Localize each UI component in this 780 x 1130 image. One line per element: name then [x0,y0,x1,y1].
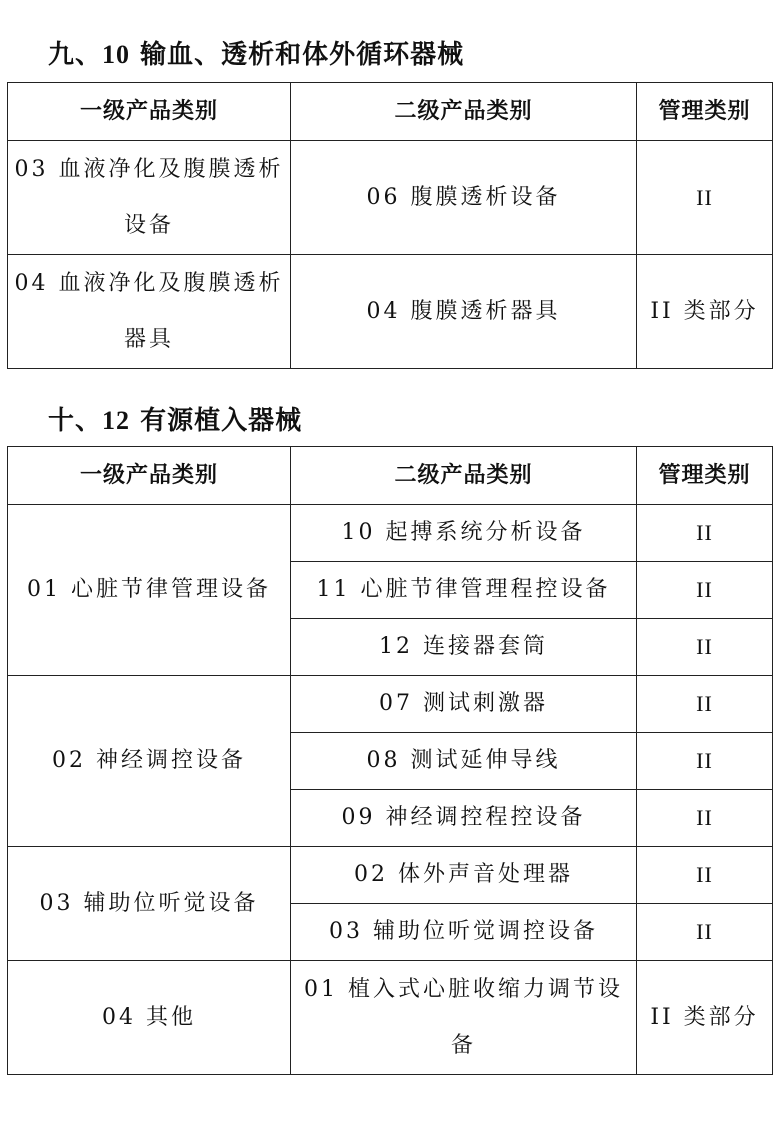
mgmt-cell: II [637,733,773,790]
mgmt-cell: II 类部分 [637,255,773,369]
table-row [8,676,773,733]
level2-cell: 11 心脏节律管理程控设备 [291,562,637,619]
table-row [8,141,773,255]
level2-cell: 09 神经调控程控设备 [291,790,637,847]
level1-cell: 02 神经调控设备 [8,676,291,847]
mgmt-cell: II [637,904,773,961]
header-mgmt: 管理类别 [637,83,773,141]
level1-cell: 03 辅助位听觉设备 [8,847,291,961]
header-level1: 一级产品类别 [8,447,291,505]
level2-cell: 10 起搏系统分析设备 [291,505,637,562]
mgmt-cell: II [637,847,773,904]
mgmt-cell: II [637,619,773,676]
level2-cell: 02 体外声音处理器 [291,847,637,904]
mgmt-cell: II 类部分 [637,961,773,1075]
level2-cell: 03 辅助位听觉调控设备 [291,904,637,961]
level2-cell: 07 测试刺激器 [291,676,637,733]
level1-cell: 01 心脏节律管理设备 [8,505,291,676]
level2-cell: 12 连接器套筒 [291,619,637,676]
table-row [8,961,773,1075]
mgmt-cell: II [637,790,773,847]
level2-cell: 06 腹膜透析设备 [291,141,637,255]
header-level2: 二级产品类别 [291,447,637,505]
mgmt-cell: II [637,562,773,619]
level1-cell: 03 血液净化及腹膜透析设备 [8,141,291,255]
level2-cell: 08 测试延伸导线 [291,733,637,790]
header-level1: 一级产品类别 [8,83,291,141]
level1-cell: 04 血液净化及腹膜透析器具 [8,255,291,369]
mgmt-cell: II [637,676,773,733]
header-level2: 二级产品类别 [291,83,637,141]
header-mgmt: 管理类别 [637,447,773,505]
level2-cell: 01 植入式心脏收缩力调节设备 [291,961,637,1075]
level2-cell: 04 腹膜透析器具 [291,255,637,369]
section-10-heading: 十、12 有源植入器械 [48,406,303,436]
table-header-row [8,83,773,141]
table-transfusion-dialysis [7,82,773,369]
table-row [8,847,773,904]
table-row [8,505,773,562]
level1-cell: 04 其他 [8,961,291,1075]
section-9-heading: 九、10 输血、透析和体外循环器械 [48,40,465,70]
table-header-row [8,447,773,505]
table-row [8,255,773,369]
mgmt-cell: II [637,141,773,255]
table-active-implants [7,446,773,1075]
mgmt-cell: II [637,505,773,562]
